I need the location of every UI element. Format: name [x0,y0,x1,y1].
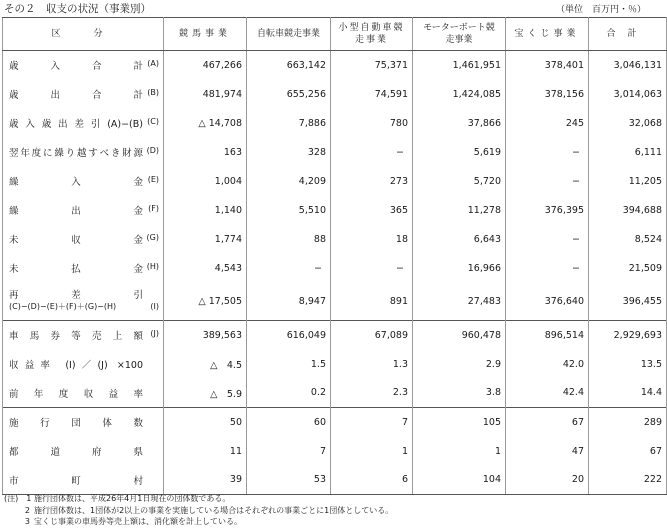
table-row [3,196,667,225]
table-cell: 11,278 [413,196,506,225]
header-col: モーターボート競走事業 [413,18,506,51]
table-cell: 32,068 [589,109,667,138]
row-label: 施行団体数 [3,408,164,437]
table-row [3,109,667,138]
row-label: 車馬券等売上額 (J) [3,321,164,350]
table-cell: 5,720 [413,167,506,196]
table-cell: 11,205 [589,167,667,196]
table-cell: 6 [331,466,413,495]
row-code: (B) [147,88,159,97]
table-cell: 3.8 [413,379,506,408]
table-cell: 7 [331,408,413,437]
table-cell: 3,046,131 [589,51,667,80]
table-cell: △ 4.5 [164,350,247,379]
header-col: 自転車競走事業 [247,18,331,51]
table-cell: 11 [164,437,247,466]
table-cell: 891 [331,283,413,321]
page-title: その２ 収支の状況（事業別） [4,3,151,15]
table-cell: 273 [331,167,413,196]
table-cell: 163 [164,138,247,167]
table-cell: 7 [247,437,331,466]
table-cell: 1,774 [164,225,247,254]
table-row [3,466,667,495]
table-row [3,80,667,109]
header-col: 小型自動車競走事業 [331,18,413,51]
table-cell: 1,461,951 [413,51,506,80]
table-cell: 88 [247,225,331,254]
table-cell: 42.4 [506,379,589,408]
table-cell: 37,866 [413,109,506,138]
header-col: 競馬事業 [164,18,247,51]
table-cell: 13.5 [589,350,667,379]
table-cell: − [506,225,589,254]
table-cell: 376,395 [506,196,589,225]
table-cell: 1,424,085 [413,80,506,109]
row-label: 収益率 (I)／(J) ×100 [3,350,164,379]
table-cell: 0.2 [247,379,331,408]
table-row [3,379,667,408]
table-cell: 663,142 [247,51,331,80]
table-cell: 39 [164,466,247,495]
table-row [3,350,667,379]
table-cell: 1,004 [164,167,247,196]
table-cell: 1,140 [164,196,247,225]
row-label: 都道府県 [3,437,164,466]
table-cell: 67 [506,408,589,437]
table-cell: 5,510 [247,196,331,225]
table-cell: 21,509 [589,254,667,283]
table-cell: 655,256 [247,80,331,109]
table-row [3,321,667,350]
unit-label: （単位 百万円・％） [555,5,646,15]
table-cell: 960,478 [413,321,506,350]
table-row [3,51,667,80]
table-cell: 8,947 [247,283,331,321]
table-cell: 4,209 [247,167,331,196]
revenue-expenditure-table [2,17,667,495]
header-category: 区 分 [3,18,164,51]
table-cell: 6,111 [589,138,667,167]
table-cell: 67 [589,437,667,466]
table-cell: 14.4 [589,379,667,408]
table-cell: 481,974 [164,80,247,109]
table-cell: − [331,138,413,167]
row-label: 未収金 (G) [3,225,164,254]
table-row [3,225,667,254]
row-code: (A) [147,59,159,69]
row-label: 繰入金 (E) [3,167,164,196]
table-cell: 104 [413,466,506,495]
table-cell: − [506,138,589,167]
table-cell: 780 [331,109,413,138]
table-cell: △ 17,505 [164,283,247,321]
table-cell: 27,483 [413,283,506,321]
table-cell: 60 [247,408,331,437]
note-item: 3 宝くじ事業の車馬券等売上額は、消化額を計上している。 [24,517,242,526]
table-row [3,408,667,437]
table-cell: △ 14,708 [164,109,247,138]
row-code: (C) [147,117,159,126]
table-cell: 616,049 [247,321,331,350]
table-cell: 289 [589,408,667,437]
table-cell: 3,014,063 [589,80,667,109]
row-code: (I) [150,302,159,312]
table-cell: 328 [247,138,331,167]
row-label: 翌年度に繰り越すべき財源 (D) [3,138,164,167]
table-cell: 50 [164,408,247,437]
table-row [3,138,667,167]
header-col: 宝くじ事業 [506,18,589,51]
table-cell: 20 [506,466,589,495]
note-item: (注) 1 施行団体数は、平成26年4月1日現在の団体数である。 [4,494,231,503]
table-cell: 7,886 [247,109,331,138]
table-cell: − [506,167,589,196]
table-cell: 396,455 [589,283,667,321]
table-cell: − [506,254,589,283]
table-cell: 4,543 [164,254,247,283]
table-row [3,283,667,321]
row-label: 市町村 [3,466,164,495]
table-cell: 18 [331,225,413,254]
table-row [3,254,667,283]
row-code: (F) [148,204,159,213]
table-cell: 896,514 [506,321,589,350]
table-cell: − [247,254,331,283]
table-cell: 67,089 [331,321,413,350]
table-cell: 378,401 [506,51,589,80]
table-cell: △ 5.9 [164,379,247,408]
table-cell: 222 [589,466,667,495]
table-cell: 1 [331,437,413,466]
table-cell: 105 [413,408,506,437]
row-code: (E) [147,175,159,184]
table-cell: 6,643 [413,225,506,254]
row-code: (H) [146,262,159,271]
row-label: 再差引 (C)−(D)−(E)＋(F)＋(G)−(H) (I) [3,283,164,321]
notes [4,493,393,528]
table-cell: 378,156 [506,80,589,109]
table-cell: 365 [331,196,413,225]
table-cell: 394,688 [589,196,667,225]
table-cell: 75,371 [331,51,413,80]
table-cell: 5,619 [413,138,506,167]
row-label: 前年度収益率 [3,379,164,408]
table-cell: 2.3 [331,379,413,408]
table-cell: 16,966 [413,254,506,283]
table-cell: 8,524 [589,225,667,254]
table-cell: 2,929,693 [589,321,667,350]
row-label: 歳出合計 (B) [3,80,164,109]
table-cell: 74,591 [331,80,413,109]
row-label: 歳入合計 (A) [3,51,164,80]
table-cell: 389,563 [164,321,247,350]
table-cell: 1 [413,437,506,466]
row-code: (D) [146,146,159,155]
row-code: (G) [146,233,159,242]
table-cell: 1.5 [247,350,331,379]
table-cell: 1.3 [331,350,413,379]
table-cell: 42.0 [506,350,589,379]
header-row [3,18,667,51]
row-label: 未払金 (H) [3,254,164,283]
table-cell: 47 [506,437,589,466]
table-cell: 2.9 [413,350,506,379]
row-label: 歳入歳出差引(A)−(B) (C) [3,109,164,138]
table-cell: 245 [506,109,589,138]
table-cell: − [331,254,413,283]
table-row [3,167,667,196]
table-cell: 376,640 [506,283,589,321]
header-col: 合計 [589,18,667,51]
row-label: 繰出金 (F) [3,196,164,225]
note-item: 2 施行団体数は、1団体が2以上の事業を実施している場合はそれぞれの事業ごとに1団体としている。 [24,505,394,515]
table-row [3,437,667,466]
table-cell: 467,266 [164,51,247,80]
table-cell: 53 [247,466,331,495]
row-code: (J) [150,329,159,339]
